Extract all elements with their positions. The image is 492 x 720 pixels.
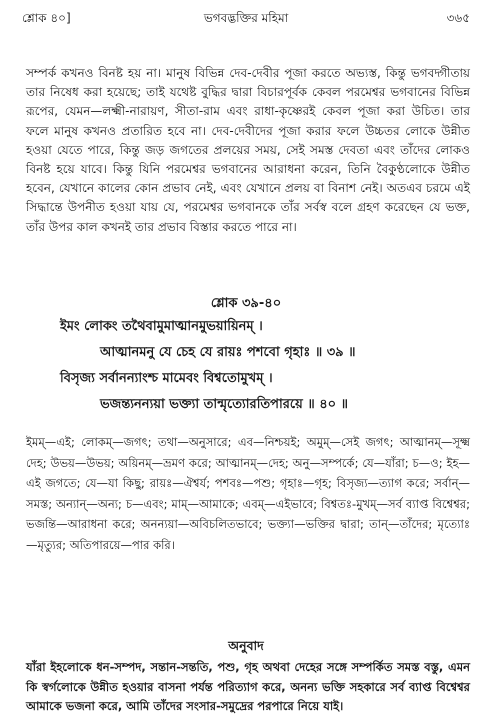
verse-line: বিসৃজ্য সর্বানন্যাংশ্চ মামেবং বিশ্বতোমুখম্ ।	[60, 371, 273, 386]
verse-block	[60, 314, 464, 418]
running-header	[22, 10, 470, 32]
verse-title: শ্লোক ৩৯-৪০	[210, 296, 282, 311]
header-chapter-title: ভগবদ্ভক্তির মহিমা	[203, 11, 289, 25]
synonyms-paragraph: ইমম্—এই; লোকম্—জগৎ; তথা—অনুসারে; এব—নিশ্চয়ই; অমুম্—সেই জগৎ; আত্মানম্—সূক্ষ্ম দেহ; উভয়—উভয়; অয়িনম্—ভ্রমণ করে; আত্মানম্—দেহ; অনু—সম্পর্কে; যে—যাঁরা; চ—ও; ইহ—এই জগতে; যে—যা কিছু; রায়ঃ—ঐশ্বর্য; পশবঃ—পশু; গৃহাঃ—গৃহ; বিসৃজ্য—ত্যাগ করে; সর্বান্—সমস্ত; অন্যান্—অন্য; চ—এবং; মাম্—আমাকে; এবম্—এইভাবে; বিশ্বতঃ-মুখম্—সর্ব ব্যাপ্ত বিশ্বেশ্বর; ভজন্তি—আরাধনা করে; অনন্যয়া—অবিচলিতভাবে; ভক্ত্যা—ভক্তির দ্বারা; তান্—তাঁদের; মৃত্যোঃ—মৃত্যুর; অতিপারয়ে—পার করি।	[26, 435, 470, 552]
verse-line: ইমং লোকং তথৈবামুমাত্মানমুভয়ায়িনম্ ।	[60, 319, 263, 334]
translation-paragraph: যাঁরা ইহলোকে ধন-সম্পদ, সন্তান-সন্ততি, পশু, গৃহ অথবা দেহের সঙ্গে সম্পর্কিত সমস্ত বস্তু, এমন কি স্বর্গলোকে উন্নীত হওয়ার বাসনা পর্যন্ত পরিত্যাগ করে, অনন্য ভক্তি সহকারে সর্ব ব্যাপ্ত বিশ্বেশ্বর আমাকে ভজনা করে, আমি তাঁদের সংসার-সমুদ্রের পরপারে নিয়ে যাই।	[26, 660, 470, 713]
translation-heading: অনুবাদ	[228, 638, 264, 653]
purport-paragraph: সম্পর্ক কখনও বিনষ্ট হয় না। মানুষ বিভিন্ন দেব-দেবীর পূজা করতে অভ্যস্ত, কিন্তু ভগবদ্গীতায় তার নিষেধ করা হয়েছে; তাই যথেষ্ট বুদ্ধির দ্বারা বিচারপূর্বক কেবল পরমেশ্বর ভগবানের বিভিন্ন রূপের, যেমন—লক্ষ্মী-নারায়ণ, সীতা-রাম এবং রাধা-কৃষ্ণেরই কেবল পূজা করা উচিত। তার ফলে মানুষ কখনও প্রতারিত হবে না। দেব-দেবীদের পূজা করার ফলে উচ্চতর লোকে উন্নীত হওয়া যেতে পারে, কিন্তু জড় জগতের প্রলয়ের সময়, সেই সমস্ত দেবতা এবং তাঁদের লোকও বিনষ্ট হয়ে যাবে। কিন্তু যিনি পরমেশ্বর ভগবানের আরাধনা করেন, তিনি বৈকুণ্ঠলোকে উন্নীত হবেন, যেখানে কালের কোন প্রভাব নেই, এবং যেখানে প্রলয় বা বিনাশ নেই। অতএব চরমে এই সিদ্ধান্তে উপনীত হওয়া যায় যে, পরমেশ্বর ভগবানকে তাঁর সর্বস্ব বলে গ্রহণ করেছেন যে ভক্ত, তাঁর উপর কাল কখনই তার প্রভাব বিস্তার করতে পারে না।	[26, 66, 470, 234]
verse-line: ভজন্ত্যনন্যয়া ভক্ত্যা তান্মৃত্যোরতিপারয়ে ॥ ৪০ ॥	[100, 397, 348, 412]
verse-line: আত্মানমনু যে চেহ যে রায়ঃ পশবো গৃহাঃ ॥ ৩৯ ॥	[100, 345, 356, 360]
page-number: ৩৬৫	[446, 11, 470, 25]
header-verse-ref: শ্লোক ৪০]	[22, 11, 71, 25]
